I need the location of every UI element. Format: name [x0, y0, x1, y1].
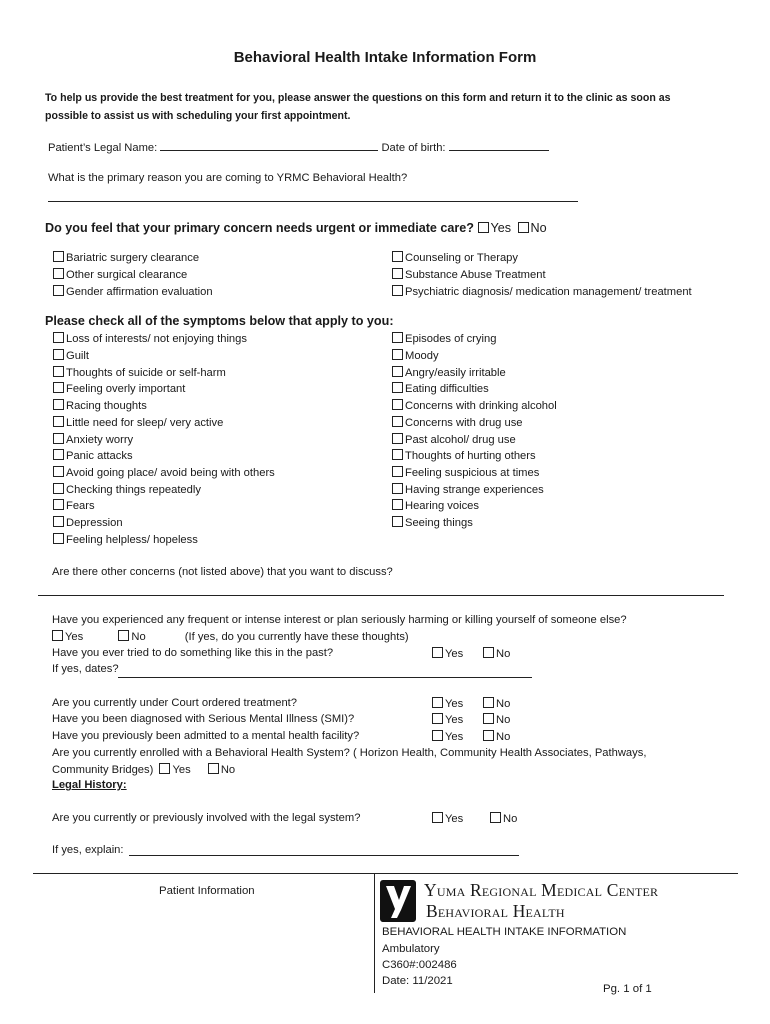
urgent-question: Do you feel that your primary concern needs urgent or immediate care?	[45, 221, 474, 235]
symptom-option[interactable]	[53, 483, 201, 496]
legal-system-question: Are you currently or previously involved with the legal system?	[52, 812, 361, 824]
symptom-option[interactable]	[392, 366, 506, 379]
symptom-option[interactable]	[53, 349, 89, 362]
checkbox[interactable]	[392, 499, 403, 510]
checkbox[interactable]	[392, 332, 403, 343]
other-concerns-line[interactable]	[38, 595, 724, 596]
symptom-label: Fears	[66, 500, 95, 512]
service-label: Gender affirmation evaluation	[66, 286, 213, 298]
service-option[interactable]	[53, 268, 187, 281]
symptom-label: Thoughts of hurting others	[405, 450, 536, 462]
checkbox[interactable]	[483, 730, 494, 741]
checkbox[interactable]	[53, 268, 64, 279]
dob-field[interactable]	[449, 140, 549, 151]
intro-line-1: To help us provide the best treatment for you, please answer the questions on this form and return it to the clinic as soon as	[45, 92, 671, 104]
checkbox[interactable]	[53, 499, 64, 510]
symptom-option[interactable]	[392, 416, 523, 429]
checkbox[interactable]	[392, 399, 403, 410]
symptom-label: Past alcohol/ drug use	[405, 434, 516, 446]
symptom-option[interactable]	[392, 399, 557, 412]
reason-answer-line[interactable]	[48, 201, 578, 202]
dates-label: If yes, dates?	[52, 663, 119, 675]
checkbox[interactable]	[392, 251, 403, 262]
checkbox[interactable]	[392, 433, 403, 444]
tried-no-option[interactable]	[483, 647, 510, 660]
service-label: Counseling or Therapy	[405, 252, 518, 264]
symptom-label: Angry/easily irritable	[405, 367, 506, 379]
no-label: No	[496, 714, 511, 726]
symptom-label: Feeling suspicious at times	[405, 467, 540, 479]
legal-name-label: Patient’s Legal Name:	[48, 142, 158, 154]
legal-name-row	[48, 140, 549, 154]
symptom-option[interactable]	[392, 499, 479, 512]
legal-name-field[interactable]	[160, 140, 378, 151]
checkbox[interactable]	[53, 433, 64, 444]
harm-yes-label: Yes	[65, 631, 84, 643]
urgent-no-label: No	[530, 221, 547, 235]
urgent-yes-label: Yes	[490, 221, 512, 235]
symptom-option[interactable]	[392, 349, 439, 362]
enrolled-no-checkbox[interactable]	[208, 763, 219, 774]
service-label: Bariatric surgery clearance	[66, 252, 200, 264]
explain-line[interactable]	[129, 855, 519, 856]
harm-no-label: No	[131, 631, 146, 643]
doc-date: Date: 11/2021	[382, 975, 453, 987]
checkbox[interactable]	[432, 713, 443, 724]
checkbox[interactable]	[432, 730, 443, 741]
intro-line-2: possible to assist us with scheduling your first appointment.	[45, 110, 351, 122]
service-label: Other surgical clearance	[66, 269, 188, 281]
harm-question: Have you experienced any frequent or intense interest or plan seriously harming or killing yourself of someone else?	[52, 614, 627, 626]
symptom-label: Depression	[66, 517, 123, 529]
yrmc-logo-icon	[380, 880, 416, 922]
legal-no-option[interactable]	[490, 812, 517, 825]
service-label: Psychiatric diagnosis/ medication management/ treatment	[405, 286, 692, 298]
symptom-option[interactable]	[53, 416, 223, 429]
tried-question: Have you ever tried to do something like this in the past?	[52, 647, 334, 659]
checkbox[interactable]	[392, 416, 403, 427]
checkbox[interactable]	[53, 483, 64, 494]
admitted-no-option[interactable]	[483, 730, 510, 743]
symptom-label: Feeling overly important	[66, 383, 186, 395]
symptom-label: Racing thoughts	[66, 400, 147, 412]
smi-yes-option[interactable]	[432, 713, 463, 726]
symptom-option[interactable]	[53, 466, 275, 479]
checkbox[interactable]	[490, 812, 501, 823]
checkbox[interactable]	[392, 382, 403, 393]
checkbox[interactable]	[53, 349, 64, 360]
symptom-option[interactable]	[392, 466, 539, 479]
symptom-label: Thoughts of suicide or self-harm	[66, 367, 226, 379]
dates-line[interactable]	[118, 677, 532, 678]
form-title: Behavioral Health Intake Information Form	[233, 49, 537, 66]
harm-note: (If yes, do you currently have these thoughts)	[184, 631, 409, 643]
yes-label: Yes	[445, 698, 464, 710]
court-yes-option[interactable]	[432, 697, 463, 710]
urgent-no-checkbox[interactable]	[518, 222, 529, 233]
symptom-label: Panic attacks	[66, 450, 133, 462]
checkbox[interactable]	[392, 285, 403, 296]
urgent-row	[45, 221, 547, 235]
enrolled-question-line1: Are you currently enrolled with a Behavioral Health System? ( Horizon Health, Community Health Associates, Pathways,	[52, 747, 647, 759]
symptom-option[interactable]	[392, 449, 536, 462]
service-option[interactable]	[53, 285, 213, 298]
symptom-option[interactable]	[53, 366, 226, 379]
symptom-label: Concerns with drinking alcohol	[405, 400, 557, 412]
checkbox[interactable]	[53, 332, 64, 343]
smi-no-option[interactable]	[483, 713, 510, 726]
symptom-label: Having strange experiences	[405, 484, 544, 496]
no-label: No	[496, 731, 511, 743]
harm-answer-row	[52, 630, 409, 643]
footer-divider	[33, 873, 738, 874]
symptom-option[interactable]	[392, 483, 544, 496]
enrolled-no-label: No	[220, 764, 236, 776]
symptom-option[interactable]	[392, 433, 516, 446]
urgent-yes-checkbox[interactable]	[478, 222, 489, 233]
symptom-option[interactable]	[53, 382, 185, 395]
checkbox[interactable]	[392, 268, 403, 279]
checkbox[interactable]	[53, 251, 64, 262]
checkbox[interactable]	[53, 399, 64, 410]
admitted-question: Have you previously been admitted to a mental health facility?	[52, 730, 360, 742]
no-label: No	[496, 648, 511, 660]
symptom-label: Little need for sleep/ very active	[66, 417, 224, 429]
checkbox[interactable]	[483, 647, 494, 658]
checkbox[interactable]	[483, 713, 494, 724]
service-option[interactable]	[53, 251, 199, 264]
legal-yes-option[interactable]	[432, 812, 463, 825]
other-concerns-question: Are there other concerns (not listed above) that you want to discuss?	[52, 566, 393, 578]
service-option[interactable]	[392, 268, 546, 281]
yes-label: Yes	[445, 714, 464, 726]
checkbox[interactable]	[53, 285, 64, 296]
checkbox[interactable]	[392, 349, 403, 360]
harm-yes-checkbox[interactable]	[52, 630, 63, 641]
page-number: Pg. 1 of 1	[603, 983, 652, 995]
harm-no-checkbox[interactable]	[118, 630, 129, 641]
reason-question: What is the primary reason you are coming to YRMC Behavioral Health?	[48, 172, 408, 184]
yes-label: Yes	[445, 731, 464, 743]
checkbox[interactable]	[53, 416, 64, 427]
symptom-option[interactable]	[53, 533, 198, 546]
checkbox[interactable]	[432, 647, 443, 658]
checkbox[interactable]	[53, 516, 64, 527]
symptom-option[interactable]	[53, 399, 147, 412]
checkbox[interactable]	[53, 382, 64, 393]
symptom-option[interactable]	[392, 332, 496, 345]
court-question: Are you currently under Court ordered treatment?	[52, 697, 298, 709]
checkbox[interactable]	[53, 449, 64, 460]
yes-label: Yes	[445, 813, 464, 825]
symptom-label: Concerns with drug use	[405, 417, 523, 429]
yes-label: Yes	[445, 648, 464, 660]
legal-history-heading: Legal History:	[52, 779, 127, 791]
checkbox[interactable]	[53, 366, 64, 377]
service-option[interactable]	[392, 251, 518, 264]
doc-title: BEHAVIORAL HEALTH INTAKE INFORMATION	[382, 926, 627, 938]
symptom-label: Seeing things	[405, 517, 473, 529]
tried-yes-option[interactable]	[432, 647, 463, 660]
symptom-option[interactable]	[53, 332, 247, 345]
checkbox[interactable]	[53, 466, 64, 477]
doc-category: Ambulatory	[382, 943, 440, 955]
symptom-label: Episodes of crying	[405, 333, 497, 345]
enrolled-question-line2: Community Bridges)	[52, 764, 154, 776]
patient-info-label: Patient Information	[159, 885, 255, 897]
symptom-label: Guilt	[66, 350, 90, 362]
service-label: Substance Abuse Treatment	[405, 269, 546, 281]
checkbox[interactable]	[392, 483, 403, 494]
symptom-option[interactable]	[53, 449, 133, 462]
symptom-option[interactable]	[392, 382, 489, 395]
smi-question: Have you been diagnosed with Serious Mental Illness (SMI)?	[52, 713, 355, 725]
org-name-line1: Yuma Regional Medical Center	[424, 880, 659, 900]
enrolled-yes-label: Yes	[172, 764, 191, 776]
symptom-option[interactable]	[53, 516, 123, 529]
admitted-yes-option[interactable]	[432, 730, 463, 743]
symptom-label: Checking things repeatedly	[66, 484, 201, 496]
symptom-label: Avoid going place/ avoid being with others	[66, 467, 275, 479]
checkbox[interactable]	[392, 466, 403, 477]
symptom-label: Anxiety worry	[66, 434, 134, 446]
symptom-label: Hearing voices	[405, 500, 479, 512]
dob-label: Date of birth:	[381, 142, 446, 154]
service-option[interactable]	[392, 285, 692, 298]
checkbox[interactable]	[432, 697, 443, 708]
checkbox[interactable]	[483, 697, 494, 708]
enrolled-row	[52, 763, 235, 776]
symptom-option[interactable]	[53, 499, 95, 512]
enrolled-yes-checkbox[interactable]	[159, 763, 170, 774]
explain-label: If yes, explain:	[52, 844, 124, 856]
no-label: No	[503, 813, 518, 825]
court-no-option[interactable]	[483, 697, 510, 710]
checkbox[interactable]	[432, 812, 443, 823]
symptom-label: Feeling helpless/ hopeless	[66, 534, 198, 546]
symptom-label: Eating difficulties	[405, 383, 489, 395]
symptom-option[interactable]	[392, 516, 473, 529]
symptom-option[interactable]	[53, 433, 133, 446]
footer-vertical-divider	[374, 873, 375, 993]
no-label: No	[496, 698, 511, 710]
org-name-line2: Behavioral Health	[426, 901, 565, 921]
checkbox[interactable]	[53, 533, 64, 544]
doc-code: C360#:002486	[382, 959, 457, 971]
checkbox[interactable]	[392, 449, 403, 460]
checkbox[interactable]	[392, 516, 403, 527]
symptoms-heading: Please check all of the symptoms below that apply to you:	[45, 314, 394, 328]
symptom-label: Moody	[405, 350, 439, 362]
checkbox[interactable]	[392, 366, 403, 377]
symptom-label: Loss of interests/ not enjoying things	[66, 333, 247, 345]
